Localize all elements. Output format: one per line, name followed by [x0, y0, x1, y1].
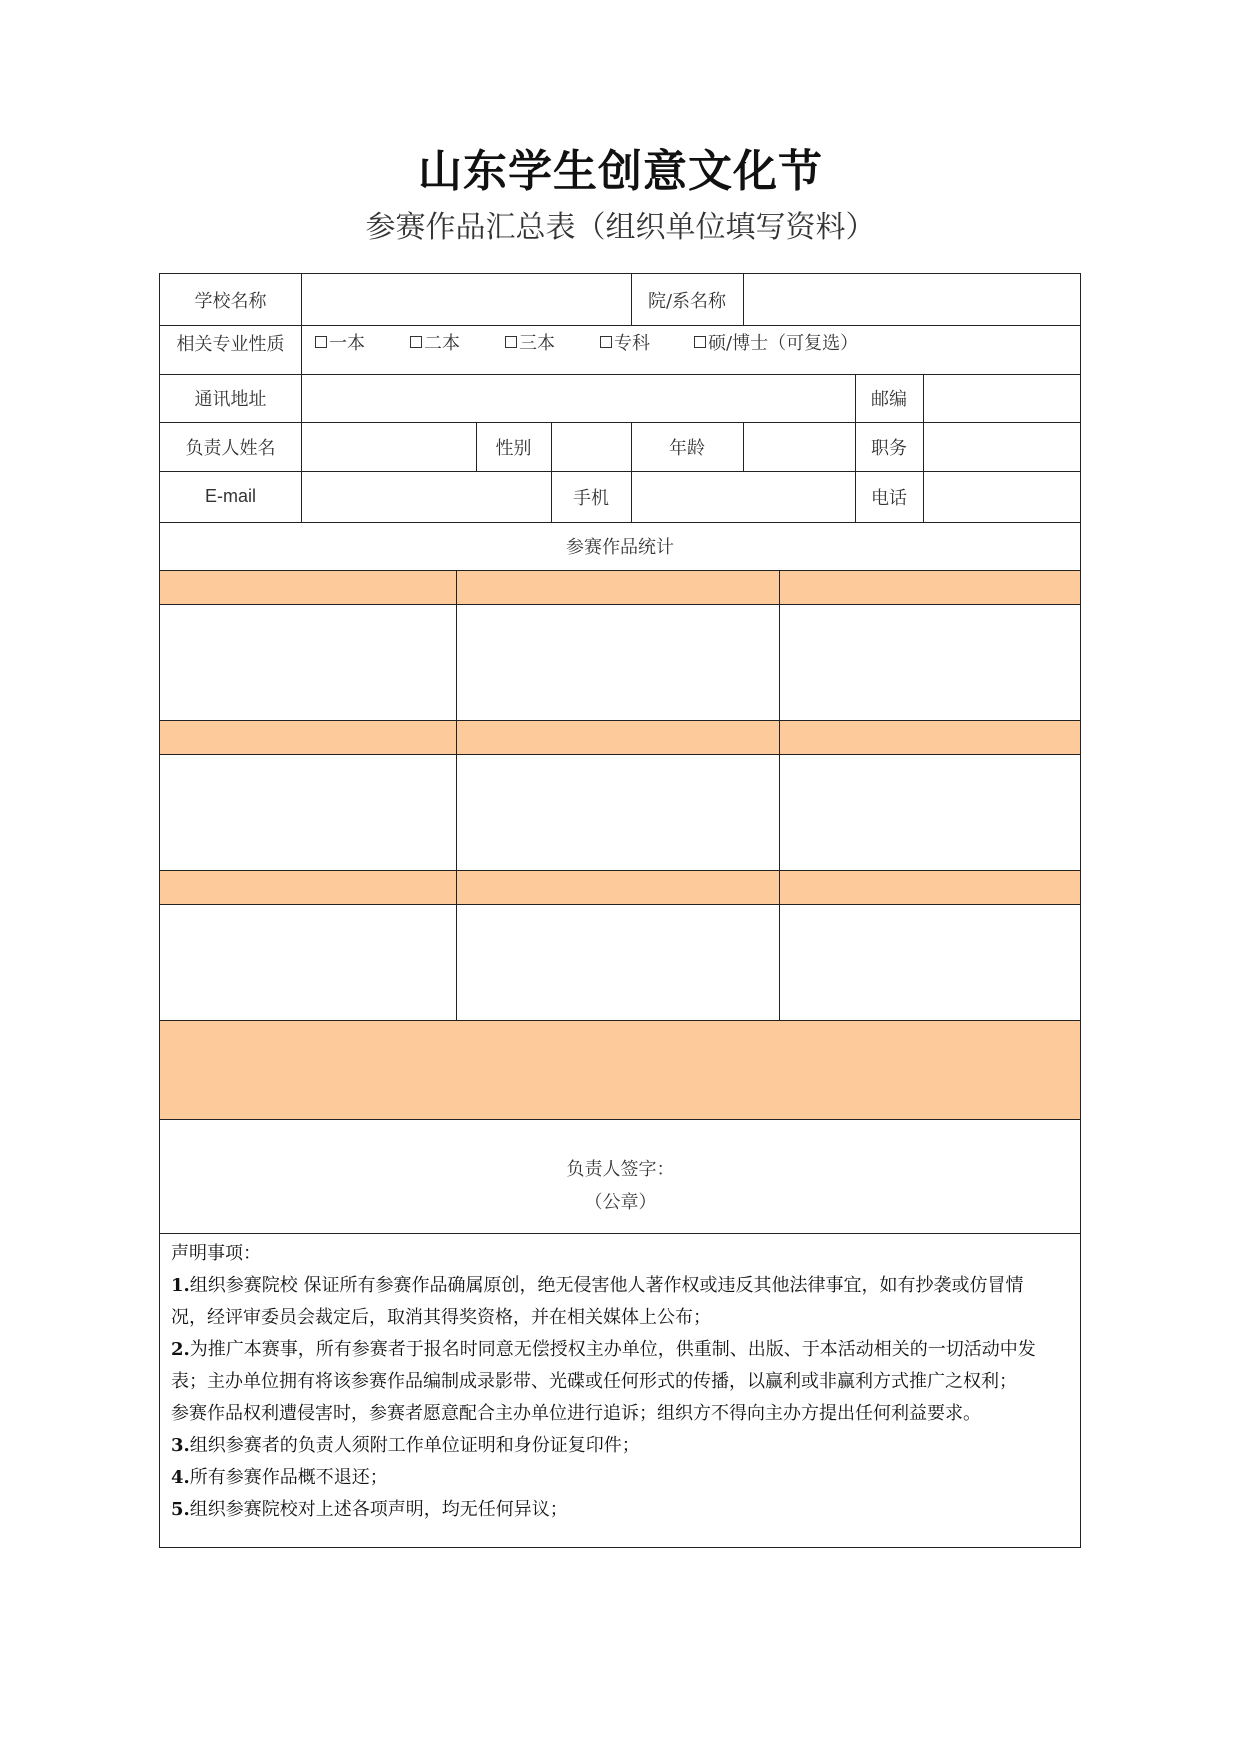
- mobile-label: 手机: [573, 487, 609, 509]
- note-number: 3.: [171, 1435, 190, 1456]
- note-text: 为推广本赛事，所有参赛者于报名时同意无偿授权主办单位，供重制、出版、于本活动相关的一切活动中发: [189, 1339, 1036, 1360]
- category-header-row-2: [160, 721, 1080, 754]
- category-header-row-1: [160, 571, 1080, 604]
- declaration-notes: [171, 1238, 1071, 1526]
- gender-field[interactable]: [552, 423, 631, 471]
- note-text: 所有参赛作品概不退还；: [189, 1467, 388, 1488]
- address-label: 通讯地址: [194, 389, 267, 410]
- postcode-field[interactable]: [924, 375, 1080, 422]
- entry-cell[interactable]: [457, 605, 779, 720]
- category-header-row-3: [160, 871, 1080, 904]
- major-option-label: 硕/博士（可复选）: [708, 333, 859, 354]
- major-option-1[interactable]: [315, 330, 365, 354]
- major-option-3[interactable]: [505, 330, 555, 354]
- summary-band: [160, 1021, 1080, 1119]
- entry-cell[interactable]: [780, 905, 1080, 1020]
- entry-cell[interactable]: [161, 905, 456, 1020]
- major-option-label: 二本: [424, 333, 460, 354]
- major-option-label: 三本: [519, 333, 555, 354]
- entry-cell[interactable]: [457, 905, 779, 1020]
- address-field[interactable]: [302, 375, 855, 422]
- major-option-2[interactable]: [410, 330, 460, 354]
- note-text: 表；主办单位拥有将该参赛作品编制成录影带、光碟或任何形式的传播，以赢利或非赢利方式推广之权利；: [171, 1371, 1017, 1392]
- seal-label: （公章）: [584, 1192, 657, 1213]
- major-type-label: 相关专业性质: [176, 334, 285, 355]
- email-field[interactable]: [302, 472, 551, 522]
- document-subtitle: 参赛作品汇总表（组织单位填写资料）: [365, 210, 876, 245]
- entry-cell[interactable]: [780, 755, 1080, 870]
- entry-cell[interactable]: [161, 605, 456, 720]
- major-option-5[interactable]: [694, 330, 858, 354]
- major-option-label: 一本: [329, 333, 365, 354]
- email-label: E-mail: [204, 486, 256, 506]
- phone-field[interactable]: [924, 472, 1080, 522]
- age-label: 年龄: [669, 437, 705, 459]
- major-option-4[interactable]: [600, 330, 650, 354]
- school-name-label: 学校名称: [194, 291, 267, 312]
- entry-cell[interactable]: [457, 755, 779, 870]
- major-option-label: 专科: [614, 333, 650, 354]
- age-field[interactable]: [744, 423, 855, 471]
- mobile-field[interactable]: [632, 472, 855, 522]
- checkbox-icon: [315, 336, 327, 348]
- position-field[interactable]: [924, 423, 1080, 471]
- note-text: 参赛作品权利遭侵害时，参赛者愿意配合主办单位进行追诉；组织方不得向主办方提出任何利益要求。: [171, 1403, 981, 1424]
- dept-name-field[interactable]: [744, 275, 1080, 325]
- checkbox-icon: [600, 336, 612, 348]
- notes-heading: 声明事项：: [171, 1243, 261, 1264]
- note-text: 组织参赛者的负责人须附工作单位证明和身份证复印件；: [189, 1435, 640, 1456]
- gender-label: 性别: [495, 437, 532, 459]
- note-number: 5.: [171, 1499, 190, 1520]
- stats-section-label: 参赛作品统计: [566, 537, 674, 558]
- note-text: 况，经评审委员会裁定后，取消其得奖资格，并在相关媒体上公布；: [171, 1307, 711, 1328]
- phone-label: 电话: [871, 487, 907, 509]
- checkbox-icon: [410, 336, 422, 348]
- note-number: 4.: [171, 1467, 190, 1488]
- position-label: 职务: [871, 437, 907, 459]
- leader-name-field[interactable]: [302, 423, 476, 471]
- note-number: 1.: [171, 1275, 190, 1296]
- note-number: 2.: [171, 1339, 190, 1360]
- dept-name-label: 院/系名称: [647, 291, 727, 312]
- school-name-field[interactable]: [302, 275, 631, 325]
- signer-label: 负责人签字：: [566, 1159, 675, 1180]
- note-text: 组织参赛院校 保证所有参赛作品确属原创，绝无侵害他人著作权或违反其他法律事宜，如有抄袭或仿冒情: [189, 1275, 1024, 1296]
- entry-cell[interactable]: [780, 605, 1080, 720]
- note-text: 组织参赛院校对上述各项声明，均无任何异议；: [189, 1499, 568, 1520]
- document-title: 山东学生创意文化节: [418, 146, 823, 197]
- leader-name-label: 负责人姓名: [185, 437, 276, 459]
- entry-cell[interactable]: [161, 755, 456, 870]
- checkbox-icon: [694, 336, 706, 348]
- postcode-label: 邮编: [871, 389, 907, 410]
- checkbox-icon: [505, 336, 517, 348]
